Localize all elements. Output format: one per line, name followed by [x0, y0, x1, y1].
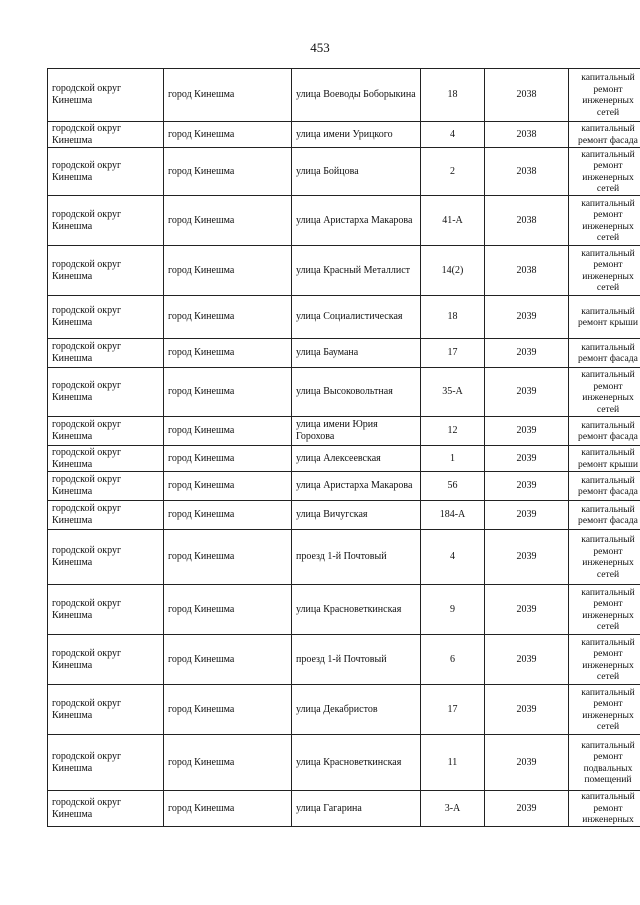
cell-city: город Кинешма — [164, 196, 292, 246]
cell-house-number: 3-А — [421, 791, 485, 827]
cell-work-type: капитальный ремонт фасада — [569, 417, 640, 446]
cell-year: 2038 — [485, 196, 569, 246]
table-row — [48, 685, 640, 735]
cell-work-type: капитальный ремонт фасада — [569, 122, 640, 148]
cell-street: проезд 1-й Почтовый — [292, 635, 421, 685]
cell-street: улица Социалистическая — [292, 296, 421, 339]
cell-house-number: 18 — [421, 296, 485, 339]
cell-district: городской округ Кинешма — [48, 735, 164, 791]
cell-year: 2039 — [485, 635, 569, 685]
cell-district: городской округ Кинешма — [48, 501, 164, 530]
cell-house-number: 56 — [421, 472, 485, 501]
cell-street: улица имени Урицкого — [292, 122, 421, 148]
cell-year: 2039 — [485, 339, 569, 368]
cell-district: городской округ Кинешма — [48, 196, 164, 246]
cell-work-type: капитальный ремонт инженерных сетей — [569, 585, 640, 635]
cell-work-type: капитальный ремонт инженерных сетей — [569, 148, 640, 196]
cell-city: город Кинешма — [164, 417, 292, 446]
cell-work-type: капитальный ремонт крыши — [569, 296, 640, 339]
cell-city: город Кинешма — [164, 530, 292, 585]
cell-street: улица Баумана — [292, 339, 421, 368]
table-body — [48, 69, 640, 827]
table-row — [48, 417, 640, 446]
cell-work-type: капитальный ремонт фасада — [569, 472, 640, 501]
cell-house-number: 18 — [421, 69, 485, 122]
cell-city: город Кинешма — [164, 296, 292, 339]
cell-city: город Кинешма — [164, 246, 292, 296]
cell-district: городской округ Кинешма — [48, 791, 164, 827]
cell-house-number: 17 — [421, 339, 485, 368]
cell-city: город Кинешма — [164, 69, 292, 122]
cell-house-number: 41-А — [421, 196, 485, 246]
cell-year: 2039 — [485, 472, 569, 501]
cell-year: 2038 — [485, 122, 569, 148]
cell-work-type: капитальный ремонт фасада — [569, 501, 640, 530]
table-row — [48, 472, 640, 501]
cell-house-number: 1 — [421, 446, 485, 472]
cell-city: город Кинешма — [164, 635, 292, 685]
cell-district: городской округ Кинешма — [48, 246, 164, 296]
cell-year: 2039 — [485, 685, 569, 735]
table-row — [48, 446, 640, 472]
table-row — [48, 501, 640, 530]
cell-house-number: 17 — [421, 685, 485, 735]
cell-house-number: 2 — [421, 148, 485, 196]
cell-city: город Кинешма — [164, 148, 292, 196]
cell-district: городской округ Кинешма — [48, 368, 164, 417]
cell-year: 2039 — [485, 501, 569, 530]
table-row — [48, 791, 640, 827]
cell-district: городской округ Кинешма — [48, 446, 164, 472]
cell-district: городской округ Кинешма — [48, 69, 164, 122]
cell-year: 2039 — [485, 446, 569, 472]
cell-house-number: 35-А — [421, 368, 485, 417]
cell-city: город Кинешма — [164, 446, 292, 472]
table-row — [48, 585, 640, 635]
cell-house-number: 12 — [421, 417, 485, 446]
cell-district: городской округ Кинешма — [48, 530, 164, 585]
cell-city: город Кинешма — [164, 585, 292, 635]
cell-work-type: капитальный ремонт инженерных сетей — [569, 685, 640, 735]
cell-work-type: капитальный ремонт инженерных — [569, 791, 640, 827]
cell-house-number: 11 — [421, 735, 485, 791]
housing-repair-table — [47, 68, 640, 827]
cell-house-number: 184-А — [421, 501, 485, 530]
cell-house-number: 4 — [421, 122, 485, 148]
cell-year: 2038 — [485, 148, 569, 196]
cell-street: улица Аристарха Макарова — [292, 196, 421, 246]
table-row — [48, 530, 640, 585]
cell-street: улица Красноветкинская — [292, 735, 421, 791]
table-row — [48, 246, 640, 296]
cell-city: город Кинешма — [164, 501, 292, 530]
cell-street: улица Высоковольтная — [292, 368, 421, 417]
cell-street: улица Гагарина — [292, 791, 421, 827]
cell-district: городской округ Кинешма — [48, 472, 164, 501]
cell-city: город Кинешма — [164, 685, 292, 735]
table-row — [48, 122, 640, 148]
table-row — [48, 735, 640, 791]
cell-year: 2039 — [485, 417, 569, 446]
table-row — [48, 635, 640, 685]
cell-work-type: капитальный ремонт инженерных сетей — [569, 196, 640, 246]
cell-work-type: капитальный ремонт инженерных сетей — [569, 69, 640, 122]
cell-work-type: капитальный ремонт инженерных сетей — [569, 635, 640, 685]
cell-street: улица имени Юрия Горохова — [292, 417, 421, 446]
cell-district: городской округ Кинешма — [48, 148, 164, 196]
table-row — [48, 296, 640, 339]
cell-work-type: капитальный ремонт инженерных сетей — [569, 530, 640, 585]
cell-street: улица Декабристов — [292, 685, 421, 735]
cell-district: городской округ Кинешма — [48, 585, 164, 635]
cell-work-type: капитальный ремонт фасада — [569, 339, 640, 368]
cell-year: 2039 — [485, 735, 569, 791]
page-number: 453 — [310, 40, 330, 55]
table-row — [48, 69, 640, 122]
cell-year: 2039 — [485, 585, 569, 635]
cell-district: городской округ Кинешма — [48, 685, 164, 735]
cell-district: городской округ Кинешма — [48, 635, 164, 685]
cell-year: 2039 — [485, 791, 569, 827]
cell-house-number: 14(2) — [421, 246, 485, 296]
cell-year: 2038 — [485, 246, 569, 296]
cell-year: 2039 — [485, 530, 569, 585]
table-row — [48, 368, 640, 417]
cell-street: улица Алексеевская — [292, 446, 421, 472]
table-row — [48, 339, 640, 368]
cell-year: 2039 — [485, 296, 569, 339]
cell-street: улица Вичугская — [292, 501, 421, 530]
table-row — [48, 148, 640, 196]
cell-city: город Кинешма — [164, 735, 292, 791]
cell-district: городской округ Кинешма — [48, 296, 164, 339]
cell-street: улица Красный Металлист — [292, 246, 421, 296]
cell-work-type: капитальный ремонт подвальных помещений — [569, 735, 640, 791]
cell-district: городской округ Кинешма — [48, 339, 164, 368]
cell-house-number: 6 — [421, 635, 485, 685]
table-row — [48, 196, 640, 246]
cell-city: город Кинешма — [164, 122, 292, 148]
cell-street: проезд 1-й Почтовый — [292, 530, 421, 585]
cell-district: городской округ Кинешма — [48, 417, 164, 446]
cell-city: город Кинешма — [164, 339, 292, 368]
cell-year: 2039 — [485, 368, 569, 417]
cell-district: городской округ Кинешма — [48, 122, 164, 148]
cell-city: город Кинешма — [164, 472, 292, 501]
cell-work-type: капитальный ремонт инженерных сетей — [569, 246, 640, 296]
cell-house-number: 4 — [421, 530, 485, 585]
cell-street: улица Воеводы Боборыкина — [292, 69, 421, 122]
cell-work-type: капитальный ремонт крыши — [569, 446, 640, 472]
cell-work-type: капитальный ремонт инженерных сетей — [569, 368, 640, 417]
cell-house-number: 9 — [421, 585, 485, 635]
cell-street: улица Бойцова — [292, 148, 421, 196]
cell-city: город Кинешма — [164, 368, 292, 417]
cell-year: 2038 — [485, 69, 569, 122]
cell-city: город Кинешма — [164, 791, 292, 827]
cell-street: улица Красноветкинская — [292, 585, 421, 635]
cell-street: улица Аристарха Макарова — [292, 472, 421, 501]
